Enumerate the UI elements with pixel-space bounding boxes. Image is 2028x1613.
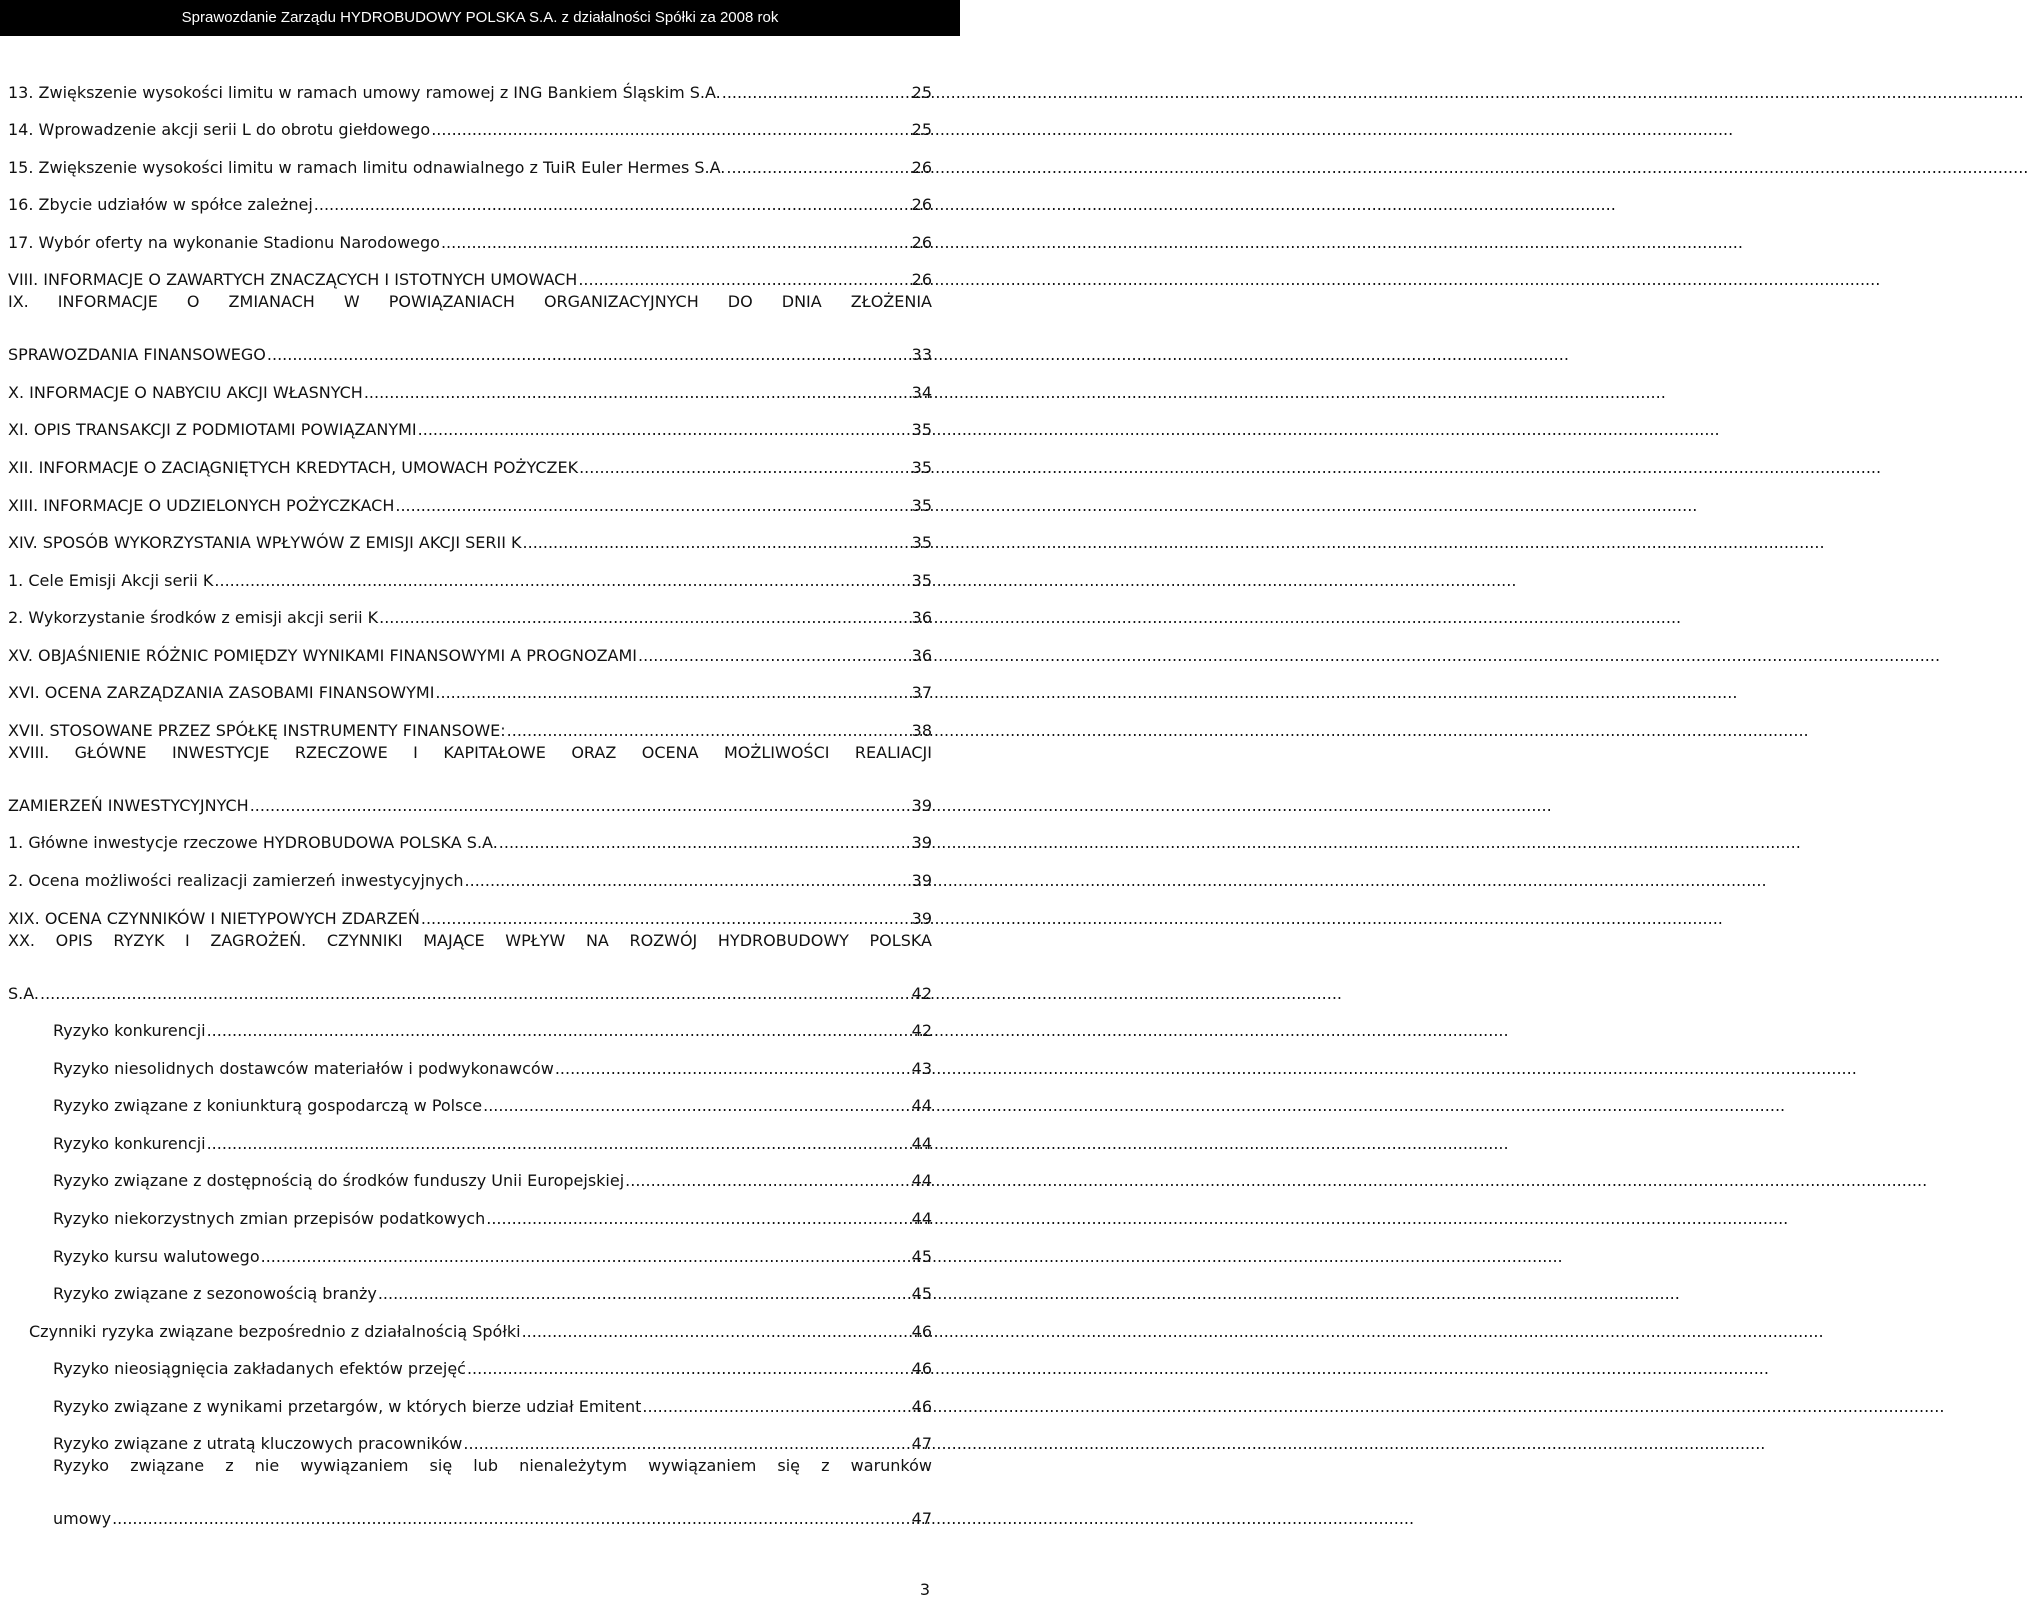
toc-entry[interactable] <box>8 479 932 517</box>
toc-entry[interactable] <box>8 254 932 292</box>
toc-entry[interactable] <box>8 1493 932 1531</box>
toc-dot-leader <box>40 983 911 1005</box>
toc-entry[interactable] <box>8 441 932 479</box>
toc-entry-text: XI. OPIS TRANSAKCJI Z PODMIOTAMI POWIĄZANYMI <box>8 420 417 440</box>
toc-dot-leader <box>555 1058 911 1080</box>
toc-entry-continuation: ZAMIERZEŃ INWESTYCYJNYCH <box>8 795 249 815</box>
toc-entry[interactable] <box>8 1080 932 1118</box>
toc-page-number: 35 <box>911 420 932 440</box>
toc-page-number: 34 <box>911 382 932 402</box>
toc-entry-text: 2. Wykorzystanie środków z emisji akcji serii K <box>8 608 379 628</box>
toc-entry[interactable] <box>8 179 932 217</box>
toc-entry-text: 1. Główne inwestycje rzeczowe HYDROBUDOWA POLSKA S.A. <box>8 833 498 853</box>
toc-entry-text: Ryzyko związane z wynikami przetargów, w których bierze udział Emitent <box>53 1396 642 1416</box>
toc-page-number: 26 <box>911 157 932 177</box>
toc-page-number: 46 <box>911 1321 932 1341</box>
toc-dot-leader <box>578 269 910 291</box>
toc-dot-leader <box>441 232 911 254</box>
toc-page-number: 43 <box>911 1058 932 1078</box>
toc-dot-leader <box>431 119 910 141</box>
toc-dot-leader <box>418 419 911 441</box>
toc-entry-text: Ryzyko związane z koniunkturą gospodarczą w Polsce <box>53 1096 483 1116</box>
toc-entry[interactable] <box>8 1117 932 1155</box>
toc-dot-leader <box>465 870 911 892</box>
toc-entry-text: VIII. INFORMACJE O ZAWARTYCH ZNACZĄCYCH I ISTOTNYCH UMOWACH <box>8 270 578 290</box>
toc-entry[interactable] <box>8 817 932 855</box>
toc-dot-leader <box>638 645 911 667</box>
toc-entry[interactable] <box>8 854 932 892</box>
toc-entry-text: XIII. INFORMACJE O UDZIELONYCH POŻYCZKACH <box>8 495 395 515</box>
toc-dot-leader <box>486 1208 910 1230</box>
toc-entry-text: XVII. STOSOWANE PRZEZ SPÓŁKĘ INSTRUMENTY FINANSOWE: <box>8 720 506 740</box>
toc-page-number: 36 <box>911 645 932 665</box>
toc-page-number: 35 <box>911 495 932 515</box>
toc-dot-leader <box>207 1133 911 1155</box>
toc-page-number: 26 <box>911 195 932 215</box>
toc-entry[interactable] <box>8 1343 932 1381</box>
page-number: 3 <box>919 1580 930 1599</box>
toc-dot-leader <box>499 832 911 854</box>
toc-page-number: 47 <box>911 1509 932 1529</box>
toc-dot-leader <box>467 1358 911 1380</box>
toc-dot-leader <box>463 1433 910 1455</box>
toc-entry[interactable] <box>8 216 932 254</box>
toc-dot-leader <box>395 495 910 517</box>
toc-entry[interactable] <box>8 592 932 630</box>
toc-page-number: 47 <box>911 1434 932 1454</box>
toc-dot-leader <box>726 157 910 179</box>
toc-entry[interactable] <box>8 366 932 404</box>
toc-page-number: 39 <box>911 908 932 928</box>
toc-entry[interactable] <box>8 329 932 367</box>
toc-page-number: 46 <box>911 1359 932 1379</box>
toc-entry-text: 13. Zwiększenie wysokości limitu w ramach umowy ramowej z ING Bankiem Śląskim S.A. <box>8 82 721 102</box>
toc-entry[interactable] <box>8 141 932 179</box>
toc-page-number: 45 <box>911 1284 932 1304</box>
toc-entry[interactable] <box>8 967 932 1005</box>
table-of-contents <box>8 66 932 1530</box>
toc-entry[interactable] <box>8 1268 932 1306</box>
toc-entry-text: 17. Wybór oferty na wykonanie Stadionu Narodowego <box>8 232 440 252</box>
toc-entry[interactable] <box>8 517 932 555</box>
toc-entry[interactable] <box>8 667 932 705</box>
toc-entry[interactable] <box>8 704 932 742</box>
toc-entry-text: XV. OBJAŚNIENIE RÓŻNIC POMIĘDZY WYNIKAMI FINANSOWYMI A PROGNOZAMI <box>8 645 638 665</box>
toc-entry[interactable] <box>8 554 932 592</box>
toc-entry-text: XVI. OCENA ZARZĄDZANIA ZASOBAMI FINANSOWYMI <box>8 683 435 703</box>
toc-page-number: 39 <box>911 833 932 853</box>
toc-page-number: 26 <box>911 270 932 290</box>
toc-entry-text: IX. INFORMACJE O ZMIANACH W POWIĄZANIACH ORGANIZACYJNYCH DO DNIA ZŁOŻENIA <box>8 292 932 312</box>
toc-entry[interactable] <box>8 1305 932 1343</box>
toc-page-number: 36 <box>911 608 932 628</box>
toc-entry-text: XII. INFORMACJE O ZACIĄGNIĘTYCH KREDYTACH, UMOWACH POŻYCZEK <box>8 458 579 478</box>
toc-entry-text: Czynniki ryzyka związane bezpośrednio z działalnością Spółki <box>29 1321 521 1341</box>
document-header <box>0 0 960 36</box>
toc-page-number: 44 <box>911 1133 932 1153</box>
toc-dot-leader <box>483 1095 911 1117</box>
toc-entry-text: 14. Wprowadzenie akcji serii L do obrotu giełdowego <box>8 120 431 140</box>
toc-page-number: 26 <box>911 232 932 252</box>
toc-entry[interactable] <box>8 629 932 667</box>
toc-page-number: 39 <box>911 871 932 891</box>
toc-entry[interactable] <box>8 1192 932 1230</box>
toc-dot-leader <box>507 720 911 742</box>
toc-page-number: 44 <box>911 1208 932 1228</box>
toc-entry-text: Ryzyko związane z dostępnością do środków funduszy Unii Europejskiej <box>53 1171 625 1191</box>
toc-page-number: 25 <box>911 82 932 102</box>
toc-entry-text: X. INFORMACJE O NABYCIU AKCJI WŁASNYCH <box>8 382 363 402</box>
toc-entry-text: Ryzyko konkurencji <box>53 1021 206 1041</box>
toc-dot-leader <box>112 1508 911 1530</box>
toc-entry-text: Ryzyko nieosiągnięcia zakładanych efektów przejęć <box>53 1359 466 1379</box>
toc-entry[interactable] <box>8 779 932 817</box>
toc-dot-leader <box>314 194 911 216</box>
toc-dot-leader <box>214 570 910 592</box>
toc-page-number: 44 <box>911 1096 932 1116</box>
toc-page-number: 25 <box>911 120 932 140</box>
header-title: Sprawozdanie Zarządu HYDROBUDOWY POLSKA S.A. z działalności Spółki za 2008 rok <box>181 9 779 26</box>
toc-entry-continuation: umowy <box>53 1509 112 1529</box>
toc-dot-leader <box>579 457 911 479</box>
toc-entry-text: Ryzyko związane z utratą kluczowych pracowników <box>53 1434 463 1454</box>
toc-entry[interactable] <box>8 1418 932 1456</box>
toc-page-number: 45 <box>911 1246 932 1266</box>
toc-page-number: 42 <box>911 1021 932 1041</box>
toc-entry-text: Ryzyko niekorzystnych zmian przepisów podatkowych <box>53 1208 486 1228</box>
toc-dot-leader <box>267 344 911 366</box>
toc-page-number: 46 <box>911 1396 932 1416</box>
toc-entry[interactable] <box>8 66 932 104</box>
toc-entry-text: 15. Zwiększenie wysokości limitu w ramach limitu odnawialnego z TuiR Euler Hermes S.A. <box>8 157 726 177</box>
toc-entry-line[interactable] <box>8 1455 932 1493</box>
toc-entry-text: Ryzyko związane z nie wywiązaniem się lub nienależytym wywiązaniem się z warunków <box>53 1456 932 1476</box>
toc-entry[interactable] <box>8 892 932 930</box>
toc-dot-leader <box>250 795 911 817</box>
toc-entry[interactable] <box>8 104 932 142</box>
toc-page-number: 39 <box>911 795 932 815</box>
toc-dot-leader <box>642 1396 910 1418</box>
toc-dot-leader <box>625 1170 910 1192</box>
toc-entry-line[interactable] <box>8 291 932 329</box>
toc-entry-line[interactable] <box>8 742 932 780</box>
toc-entry-text: XIX. OCENA CZYNNIKÓW I NIETYPOWYCH ZDARZEŃ <box>8 908 420 928</box>
toc-page-number: 33 <box>911 345 932 365</box>
toc-entry-continuation: S.A. <box>8 983 39 1003</box>
toc-entry-text: Ryzyko kursu walutowego <box>53 1246 260 1266</box>
toc-page-number: 42 <box>911 983 932 1003</box>
toc-entry-text: Ryzyko niesolidnych dostawców materiałów i podwykonawców <box>53 1058 554 1078</box>
toc-page-number: 38 <box>911 720 932 740</box>
toc-page-number: 44 <box>911 1171 932 1191</box>
toc-dot-leader <box>522 1321 911 1343</box>
toc-entry[interactable] <box>8 1230 932 1268</box>
toc-entry-text: XVIII. GŁÓWNE INWESTYCJE RZECZOWE I KAPITAŁOWE ORAZ OCENA MOŻLIWOŚCI REALIACJI <box>8 742 932 762</box>
toc-entry-text: XIV. SPOSÓB WYKORZYSTANIA WPŁYWÓW Z EMISJI AKCJI SERII K <box>8 533 522 553</box>
toc-dot-leader <box>379 607 911 629</box>
toc-entry[interactable] <box>8 1042 932 1080</box>
toc-entry[interactable] <box>8 1380 932 1418</box>
toc-dot-leader <box>523 532 911 554</box>
toc-page-number: 35 <box>911 458 932 478</box>
toc-dot-leader <box>364 382 911 404</box>
toc-entry-text: 1. Cele Emisji Akcji serii K <box>8 570 214 590</box>
toc-page-number: 37 <box>911 683 932 703</box>
toc-dot-leader <box>435 682 910 704</box>
toc-entry[interactable] <box>8 1155 932 1193</box>
toc-dot-leader <box>421 908 911 930</box>
toc-dot-leader <box>207 1020 911 1042</box>
toc-entry[interactable] <box>8 1005 932 1043</box>
toc-entry-continuation: SPRAWOZDANIA FINANSOWEGO <box>8 345 266 365</box>
toc-entry[interactable] <box>8 404 932 442</box>
toc-entry-text: 2. Ocena możliwości realizacji zamierzeń inwestycyjnych <box>8 871 464 891</box>
toc-entry-text: Ryzyko związane z sezonowością branży <box>53 1284 377 1304</box>
toc-page-number: 35 <box>911 533 932 553</box>
toc-dot-leader <box>378 1283 911 1305</box>
toc-entry-text: Ryzyko konkurencji <box>53 1133 206 1153</box>
toc-entry-line[interactable] <box>8 930 932 968</box>
toc-entry-text: XX. OPIS RYZYK I ZAGROŻEŃ. CZYNNIKI MAJĄCE WPŁYW NA ROZWÓJ HYDROBUDOWY POLSKA <box>8 930 932 950</box>
toc-dot-leader <box>722 82 911 104</box>
toc-page-number: 35 <box>911 570 932 590</box>
toc-dot-leader <box>261 1246 911 1268</box>
toc-entry-text: 16. Zbycie udziałów w spółce zależnej <box>8 195 313 215</box>
